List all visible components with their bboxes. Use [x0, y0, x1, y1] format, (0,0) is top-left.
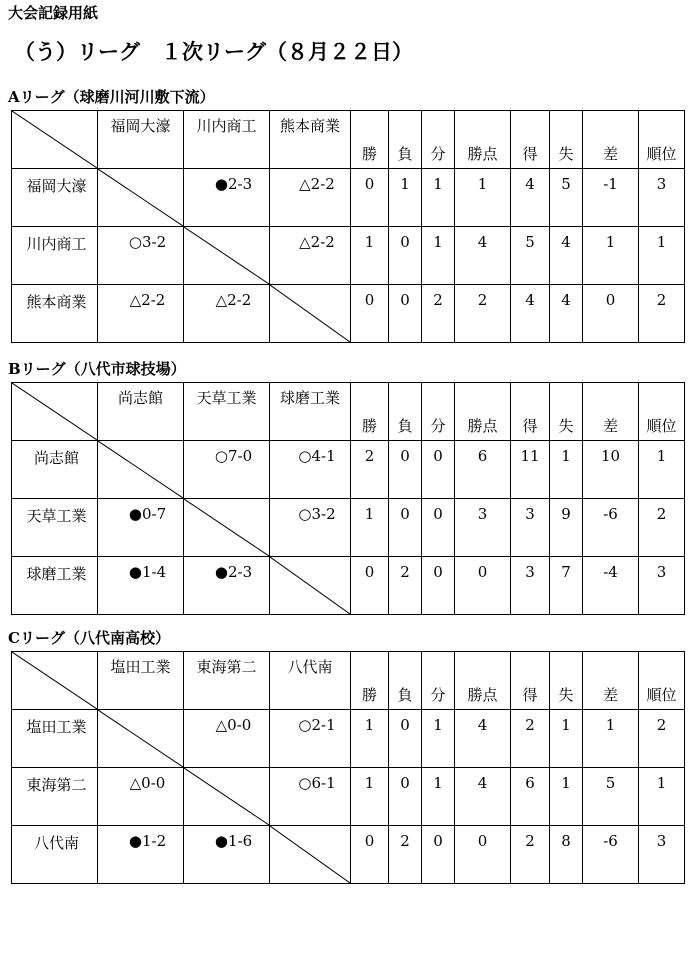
stat-header: 順位 — [639, 652, 685, 710]
stat-value: 4 — [511, 285, 550, 343]
stat-value: 1 — [639, 227, 685, 285]
match-result-cell — [270, 169, 351, 227]
league-c-title: Cリーグ（八代南高校） — [8, 629, 170, 647]
stat-header: 分 — [422, 383, 455, 441]
row-team-cell — [12, 499, 98, 557]
row-team-cell — [12, 826, 98, 884]
corner-cell — [12, 383, 98, 441]
stat-value: 6 — [511, 768, 550, 826]
stat-value: 0 — [389, 499, 422, 557]
diagonal-line — [12, 652, 97, 709]
stat-value: 0 — [455, 826, 511, 884]
column-team-name: 東海第二 — [184, 652, 270, 710]
stat-header: 分 — [422, 652, 455, 710]
column-team-name: 塩田工業 — [98, 652, 184, 710]
table-row — [12, 169, 685, 227]
stat-value: 0 — [389, 227, 422, 285]
stat-header: 失 — [550, 652, 583, 710]
stat-value: 2 — [351, 441, 389, 499]
match-result-cell — [184, 557, 270, 615]
stat-value: 11 — [511, 441, 550, 499]
stat-value: 0 — [455, 557, 511, 615]
match-result-cell — [270, 768, 351, 826]
header-row — [12, 652, 685, 710]
match-result-cell — [270, 710, 351, 768]
league-a-table — [11, 110, 685, 343]
stat-value: 10 — [583, 441, 639, 499]
league-b-table — [11, 382, 685, 615]
stat-value: 0 — [389, 710, 422, 768]
stat-value: 3 — [455, 499, 511, 557]
stat-value: 5 — [550, 169, 583, 227]
row-team-name: 東海第二 — [26, 776, 87, 794]
match-result: ●0-7 — [128, 505, 167, 523]
row-team-cell — [12, 710, 98, 768]
match-result-cell — [184, 169, 270, 227]
stat-value: 4 — [550, 285, 583, 343]
diagonal-line — [184, 499, 269, 556]
stat-value: 2 — [639, 710, 685, 768]
stat-value: 3 — [639, 826, 685, 884]
stat-header: 得 — [511, 383, 550, 441]
diagonal-line — [12, 383, 97, 440]
stat-value: 3 — [639, 169, 685, 227]
stat-value: 1 — [422, 768, 455, 826]
stat-value: 0 — [389, 285, 422, 343]
stat-value: 2 — [511, 710, 550, 768]
stat-header: 勝 — [351, 383, 389, 441]
stat-header: 勝 — [351, 652, 389, 710]
match-result: ●1-4 — [128, 563, 167, 581]
stat-value: 4 — [511, 169, 550, 227]
match-result-cell — [270, 441, 351, 499]
table-row — [12, 227, 685, 285]
stat-value: -1 — [583, 169, 639, 227]
stat-value: 0 — [351, 826, 389, 884]
row-team-name: 川内商工 — [26, 235, 87, 253]
stat-header: 勝点 — [455, 111, 511, 169]
stat-value: 0 — [351, 285, 389, 343]
match-result-cell — [98, 499, 184, 557]
stat-value: 0 — [422, 826, 455, 884]
diagonal-line — [98, 710, 183, 767]
stat-value: 1 — [351, 227, 389, 285]
match-result: △2-2 — [215, 291, 252, 309]
stat-header: 負 — [389, 111, 422, 169]
corner-cell — [12, 111, 98, 169]
league-c-table — [11, 651, 685, 884]
page-title: （う）リーグ １次リーグ（８月２２日） — [14, 39, 413, 64]
self-match-cell — [270, 826, 351, 884]
column-team-name: 尚志館 — [98, 383, 184, 441]
stat-value: 0 — [351, 169, 389, 227]
league-b-title: Bリーグ（八代市球技場） — [8, 360, 186, 378]
stat-value: 1 — [389, 169, 422, 227]
stat-value: 2 — [639, 285, 685, 343]
stat-header: 勝 — [351, 111, 389, 169]
stat-value: 1 — [550, 710, 583, 768]
row-team-cell — [12, 557, 98, 615]
match-result-cell — [98, 557, 184, 615]
row-team-name: 塩田工業 — [26, 718, 87, 736]
match-result: ●2-3 — [214, 175, 253, 193]
match-result: ●1-2 — [128, 832, 167, 850]
table-row — [12, 826, 685, 884]
stat-header: 得 — [511, 652, 550, 710]
stat-value: 6 — [455, 441, 511, 499]
document-label: 大会記録用紙 — [8, 4, 99, 22]
self-match-cell — [98, 710, 184, 768]
match-result: ○6-1 — [298, 774, 336, 792]
stat-header: 順位 — [639, 383, 685, 441]
stat-value: 4 — [550, 227, 583, 285]
stat-value: 1 — [351, 710, 389, 768]
column-team-name: 福岡大濠 — [98, 111, 184, 169]
stat-header: 負 — [389, 652, 422, 710]
stat-value: 1 — [550, 441, 583, 499]
stat-value: 1 — [639, 768, 685, 826]
stat-header: 失 — [550, 111, 583, 169]
stat-value: 1 — [422, 169, 455, 227]
match-result: △0-0 — [215, 716, 252, 734]
row-team-cell — [12, 169, 98, 227]
match-result: ○4-1 — [298, 447, 336, 465]
stat-value: 2 — [389, 557, 422, 615]
row-team-name: 福岡大濠 — [26, 177, 87, 195]
stat-value: 1 — [455, 169, 511, 227]
stat-value: -4 — [583, 557, 639, 615]
stat-value: 0 — [389, 441, 422, 499]
stat-header: 勝点 — [455, 652, 511, 710]
diagonal-line — [98, 441, 183, 498]
table-row — [12, 441, 685, 499]
self-match-cell — [270, 557, 351, 615]
table-row — [12, 557, 685, 615]
stat-value: 1 — [351, 768, 389, 826]
diagonal-line — [184, 227, 269, 284]
stat-value: 0 — [389, 768, 422, 826]
match-result: ○3-2 — [128, 233, 167, 251]
self-match-cell — [98, 441, 184, 499]
corner-cell — [12, 652, 98, 710]
column-team-name: 八代南 — [270, 652, 351, 710]
stat-value: -6 — [583, 499, 639, 557]
stat-value: 4 — [455, 227, 511, 285]
stat-header: 失 — [550, 383, 583, 441]
stat-header: 順位 — [639, 111, 685, 169]
match-result-cell — [98, 826, 184, 884]
match-result: ●1-6 — [214, 832, 253, 850]
self-match-cell — [98, 169, 184, 227]
header-row — [12, 111, 685, 169]
stat-value: 5 — [511, 227, 550, 285]
stat-value: 2 — [455, 285, 511, 343]
column-team-name: 熊本商業 — [270, 111, 351, 169]
stat-value: 1 — [422, 227, 455, 285]
diagonal-line — [184, 768, 269, 825]
stat-value: 8 — [550, 826, 583, 884]
stat-value: 2 — [389, 826, 422, 884]
row-team-name: 天草工業 — [26, 507, 87, 525]
row-team-cell — [12, 285, 98, 343]
stat-header: 勝点 — [455, 383, 511, 441]
column-team-name: 川内商工 — [184, 111, 270, 169]
stat-value: 1 — [583, 710, 639, 768]
match-result-cell — [270, 499, 351, 557]
row-team-name: 尚志館 — [33, 449, 79, 467]
stat-value: 1 — [550, 768, 583, 826]
stat-value: 1 — [583, 227, 639, 285]
stat-value: 1 — [422, 710, 455, 768]
match-result: ○2-1 — [298, 716, 336, 734]
stat-value: 0 — [351, 557, 389, 615]
stat-value: 5 — [583, 768, 639, 826]
stat-value: 9 — [550, 499, 583, 557]
table-row — [12, 710, 685, 768]
header-row — [12, 383, 685, 441]
stat-value: 0 — [583, 285, 639, 343]
table-row — [12, 285, 685, 343]
match-result-cell — [184, 710, 270, 768]
stat-header: 負 — [389, 383, 422, 441]
match-result: ○3-2 — [298, 505, 336, 523]
stat-header: 得 — [511, 111, 550, 169]
stat-header: 差 — [583, 652, 639, 710]
match-result: ○7-0 — [214, 447, 253, 465]
match-result: △2-2 — [129, 291, 166, 309]
row-team-name: 八代南 — [33, 834, 79, 852]
diagonal-line — [270, 826, 350, 883]
stat-header: 分 — [422, 111, 455, 169]
table-row — [12, 768, 685, 826]
table-row — [12, 499, 685, 557]
match-result: △2-2 — [299, 175, 335, 193]
stat-value: 3 — [639, 557, 685, 615]
match-result-cell — [184, 285, 270, 343]
match-result: △0-0 — [129, 774, 166, 792]
stat-value: 1 — [351, 499, 389, 557]
stat-header: 差 — [583, 111, 639, 169]
self-match-cell — [184, 499, 270, 557]
stat-value: 0 — [422, 557, 455, 615]
diagonal-line — [270, 285, 350, 342]
stat-value: 0 — [422, 441, 455, 499]
stat-value: 7 — [550, 557, 583, 615]
diagonal-line — [270, 557, 350, 614]
match-result-cell — [184, 441, 270, 499]
stat-value: 0 — [422, 499, 455, 557]
diagonal-line — [12, 111, 97, 168]
match-result-cell — [98, 227, 184, 285]
self-match-cell — [270, 285, 351, 343]
match-result: ●2-3 — [214, 563, 253, 581]
stat-value: 1 — [639, 441, 685, 499]
column-team-name: 球磨工業 — [270, 383, 351, 441]
stat-value: 2 — [639, 499, 685, 557]
row-team-name: 熊本商業 — [26, 293, 87, 311]
stat-header: 差 — [583, 383, 639, 441]
self-match-cell — [184, 227, 270, 285]
self-match-cell — [184, 768, 270, 826]
match-result-cell — [98, 768, 184, 826]
row-team-cell — [12, 441, 98, 499]
match-result: △2-2 — [299, 233, 335, 251]
row-team-cell — [12, 227, 98, 285]
match-result-cell — [98, 285, 184, 343]
stat-value: 3 — [511, 499, 550, 557]
row-team-cell — [12, 768, 98, 826]
stat-value: 2 — [511, 826, 550, 884]
match-result-cell — [184, 826, 270, 884]
stat-value: -6 — [583, 826, 639, 884]
league-a-title: Aリーグ（球磨川河川敷下流） — [8, 88, 215, 106]
column-team-name: 天草工業 — [184, 383, 270, 441]
stat-value: 4 — [455, 768, 511, 826]
stat-value: 3 — [511, 557, 550, 615]
match-result-cell — [270, 227, 351, 285]
stat-value: 2 — [422, 285, 455, 343]
row-team-name: 球磨工業 — [26, 565, 87, 583]
diagonal-line — [98, 169, 183, 226]
stat-value: 4 — [455, 710, 511, 768]
